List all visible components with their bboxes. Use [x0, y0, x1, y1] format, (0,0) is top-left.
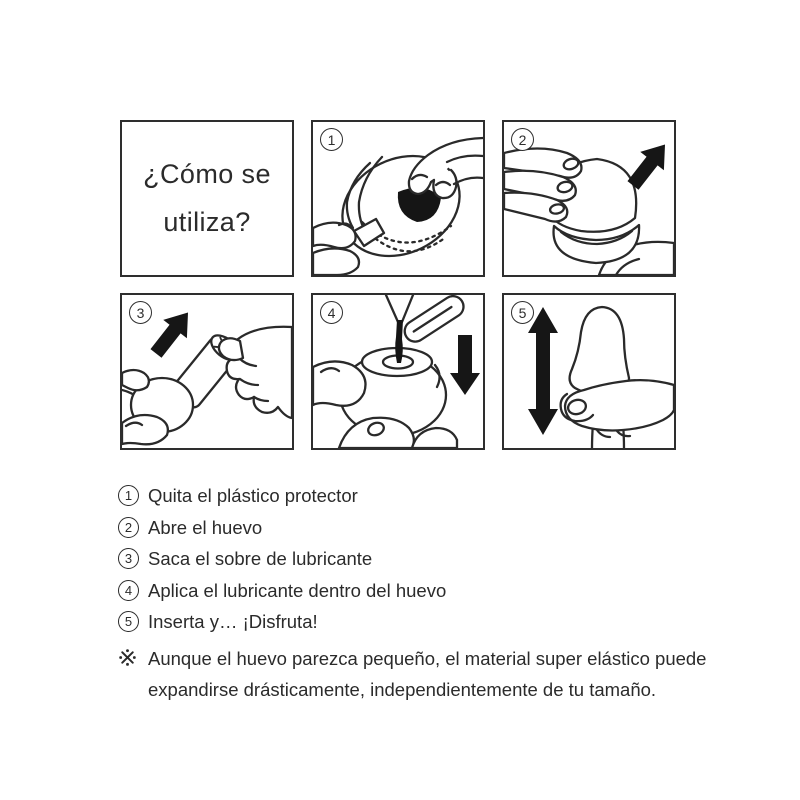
- step-3-number-badge: 3: [129, 301, 152, 324]
- note-text: [148, 642, 706, 705]
- note-text-line1: Aunque el huevo parezca pequeño, el material super elástico puede: [148, 647, 707, 669]
- circled-number-3: 3: [118, 548, 139, 569]
- note-text-line2: expandirse drásticamente, independientemente de tu tamaño.: [148, 678, 657, 700]
- instruction-text-2: Abre el huevo: [148, 516, 263, 538]
- circled-number-5: 5: [118, 611, 139, 632]
- instruction-item-3: [118, 547, 738, 570]
- instruction-text-5: Inserta y… ¡Disfruta!: [148, 611, 318, 632]
- circled-number-4: 4: [118, 580, 139, 601]
- up-down-arrow-icon: [528, 307, 558, 435]
- step-3-panel: [120, 293, 294, 450]
- down-arrow-icon: [450, 335, 480, 395]
- step-2-number-badge: 2: [511, 128, 534, 151]
- instruction-list: [118, 484, 738, 713]
- step-1-number-badge: 1: [320, 128, 343, 151]
- reference-mark-icon: [118, 648, 139, 667]
- instruction-text-1: Quita el plástico protector: [148, 485, 358, 506]
- instruction-text-3: Saca el sobre de lubricante: [148, 548, 373, 569]
- instruction-text-4: Aplica el lubricante dentro del huevo: [148, 579, 447, 601]
- instruction-note: [118, 642, 738, 705]
- instruction-item-5: [118, 610, 738, 633]
- instruction-item-1: [118, 484, 738, 507]
- up-right-arrow-icon: [144, 303, 200, 362]
- step-4-number-badge: 4: [320, 301, 343, 324]
- circled-number-2: 2: [118, 517, 139, 538]
- step-5-panel: [502, 293, 676, 450]
- page-title-line2: utiliza?: [163, 207, 251, 237]
- circled-number-1: 1: [118, 485, 139, 506]
- instruction-item-4: [118, 579, 738, 602]
- instruction-item-2: [118, 516, 738, 539]
- step-4-panel: [311, 293, 485, 450]
- panel-grid: [120, 120, 676, 450]
- step-5-number-badge: 5: [511, 301, 534, 324]
- step-2-panel: [502, 120, 676, 277]
- title-panel: [120, 120, 294, 277]
- step-1-panel: [311, 120, 485, 277]
- page-title-line1: ¿Cómo se: [143, 159, 271, 189]
